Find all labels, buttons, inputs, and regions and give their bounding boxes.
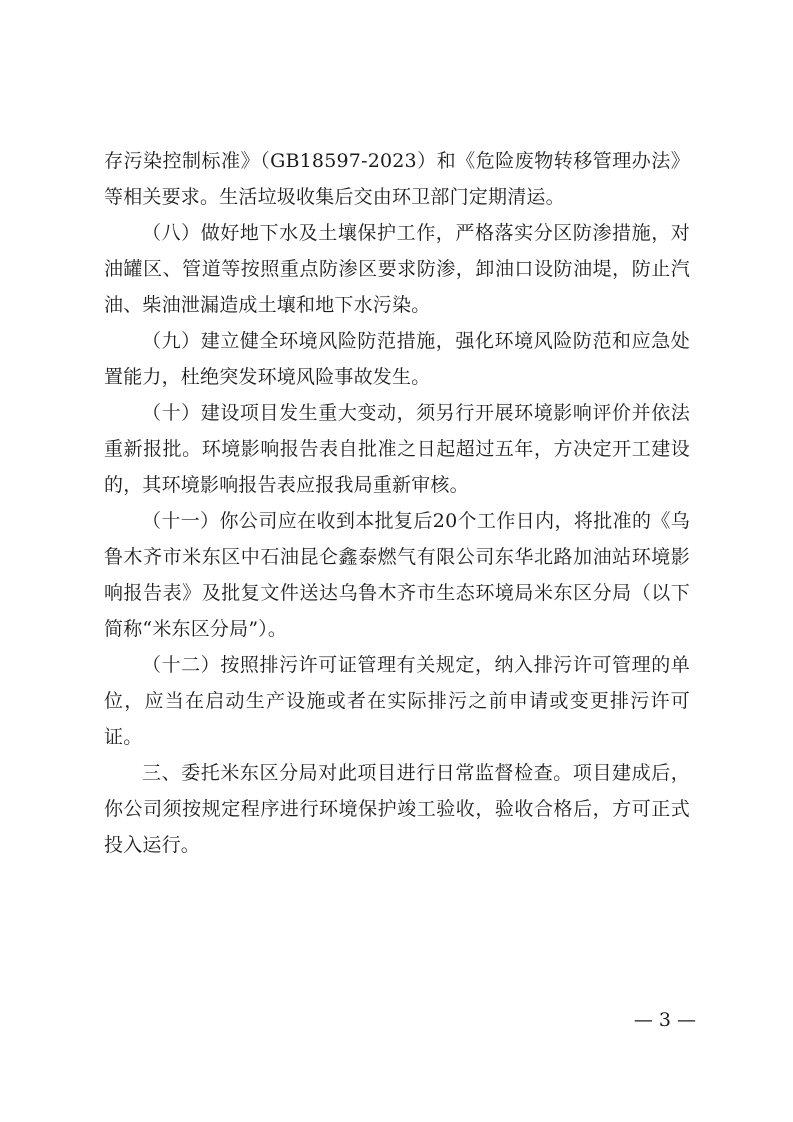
paragraph-section-3: 三、委托米东区分局对此项目进行日常监督检查。项目建成后，你公司须按规定程序进行环境保护竣工验收，验收合格后，方可正式投入运行。 xyxy=(104,762,690,856)
paragraph-continued: 存污染控制标准》（GB18597-2023）和《危险废物转移管理办法》等相关要求。生活垃圾收集后交由环卫部门定期清运。 xyxy=(104,150,690,208)
document-body xyxy=(104,143,690,863)
paragraph-item-9: （九）建立健全环境风险防范措施，强化环境风险防范和应急处置能力，杜绝突发环境风险事故发生。 xyxy=(104,330,690,388)
paragraph-item-11: （十一）你公司应在收到本批复后20个工作日内，将批准的《乌鲁木齐市米东区中石油昆仑鑫泰燃气有限公司东华北路加油站环境影响报告表》及批复文件送达乌鲁木齐市生态环境局米东区分局（以下简称“米东区分局”）。 xyxy=(104,510,690,640)
paragraph-item-10: （十）建设项目发生重大变动，须另行开展环境影响评价并依法重新报批。环境影响报告表自批准之日起超过五年，方决定开工建设的，其环境影响报告表应报我局重新审核。 xyxy=(104,402,690,496)
page-number: — 3 — xyxy=(633,1009,696,1031)
paragraph-item-8: （八）做好地下水及土壤保护工作，严格落实分区防渗措施，对油罐区、管道等按照重点防渗区要求防渗，卸油口设防油堤，防止汽油、柴油泄漏造成土壤和地下水污染。 xyxy=(104,222,690,316)
paragraph-item-12: （十二）按照排污许可证管理有关规定，纳入排污许可管理的单位，应当在启动生产设施或者在实际排污之前申请或变更排污许可证。 xyxy=(104,654,690,748)
